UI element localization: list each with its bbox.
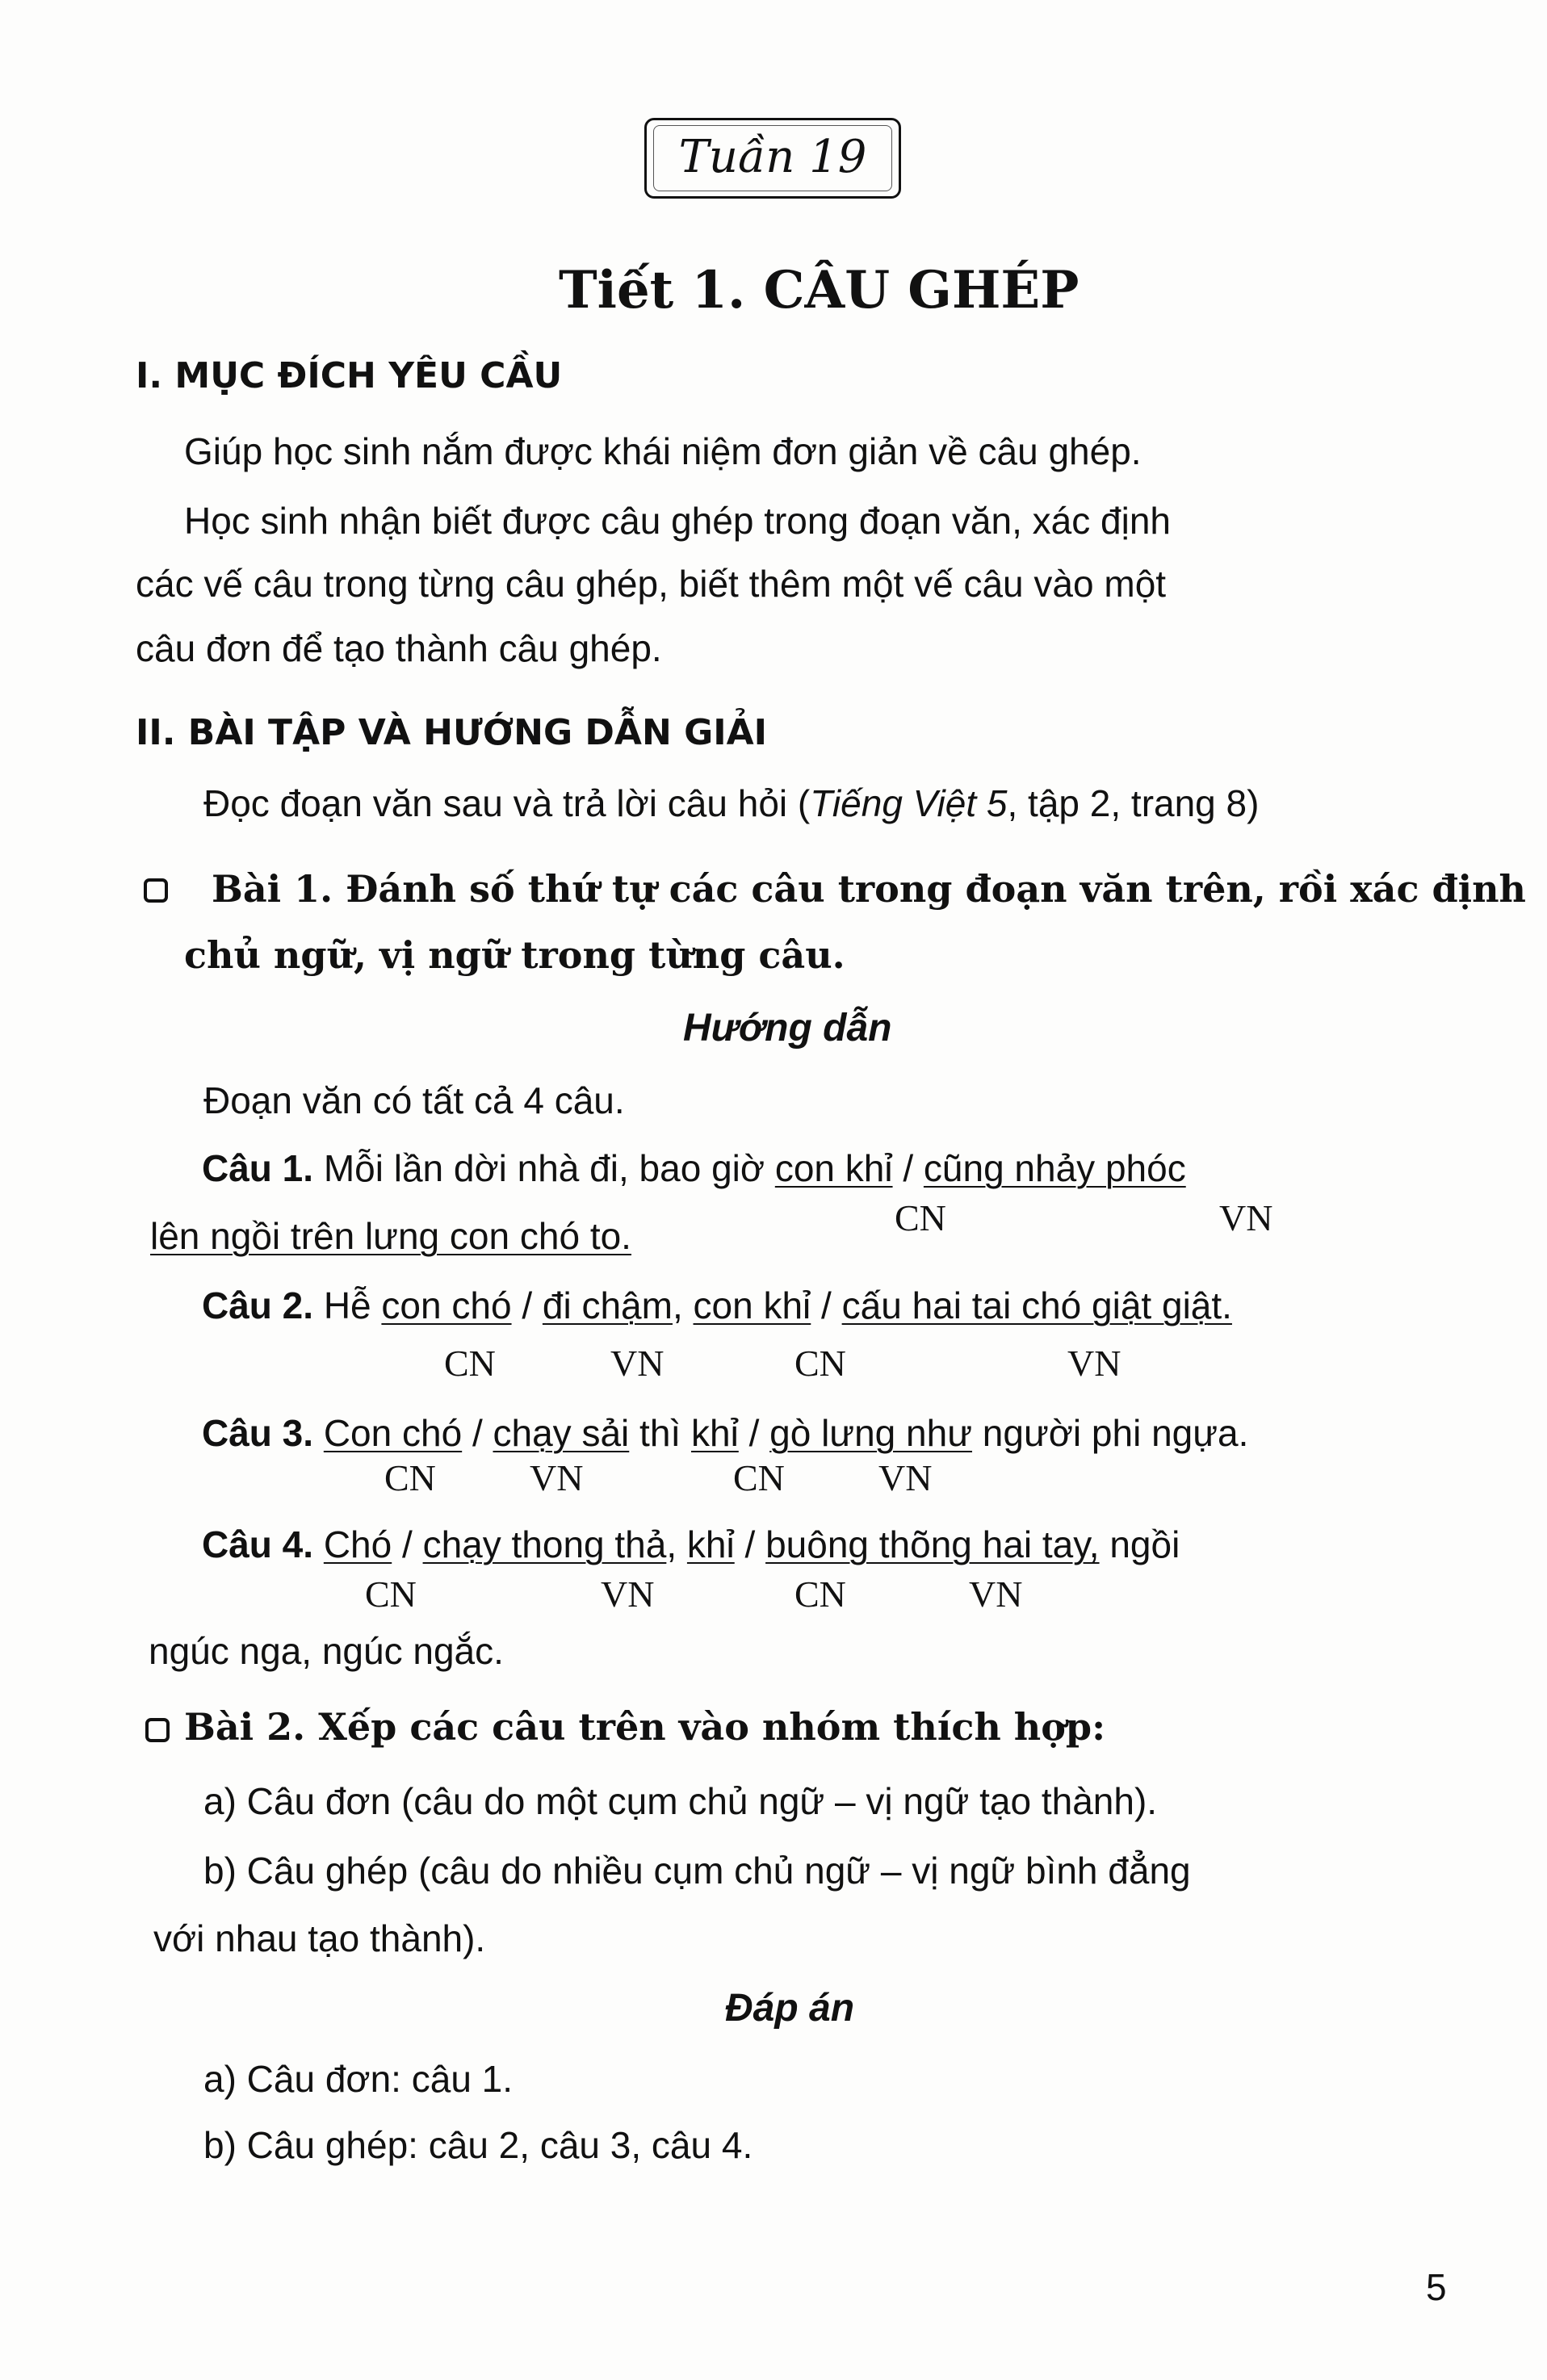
sentence-count: Đoạn văn có tất cả 4 câu.	[203, 1079, 625, 1121]
sentence-4	[202, 1523, 1180, 1565]
instruction-suffix: , tập 2, trang 8)	[1007, 782, 1260, 824]
sentence-3-connector: thì	[629, 1412, 691, 1454]
sentence-2	[202, 1284, 1232, 1326]
sentence-4-separator-1: /	[392, 1523, 423, 1565]
sentence-2-separator-2: /	[811, 1284, 842, 1326]
exercise-2-option-a: a) Câu đơn (câu do một cụm chủ ngữ – vị ngữ tạo thành).	[203, 1780, 1158, 1822]
sentence-2-comma: ,	[672, 1284, 694, 1326]
sentence-4-comma: ,	[666, 1523, 687, 1565]
sentence-3-predicate-1: chạy sải	[493, 1412, 630, 1454]
purpose-paragraph-2-line-1: Học sinh nhận biết được câu ghép trong đoạn văn, xác định	[184, 500, 1171, 542]
sentence-4-vn-tag-2: VN	[969, 1573, 1023, 1615]
purpose-paragraph-2-line-3: câu đơn để tạo thành câu ghép.	[136, 627, 662, 669]
sentence-3-cn-tag-1: CN	[384, 1457, 436, 1498]
sentence-2-subject-1: con chó	[381, 1284, 512, 1326]
sentence-2-predicate-2: cấu hai tai chó giật giật.	[841, 1284, 1232, 1326]
sentence-4-cn-tag-1: CN	[365, 1573, 417, 1615]
exercise-2-option-b-line-2: với nhau tạo thành).	[153, 1917, 486, 1959]
sentence-3-vn-tag-2: VN	[878, 1457, 933, 1498]
sentence-3	[202, 1414, 1248, 1452]
week-label: Tuần 19	[678, 131, 867, 183]
answer-a: a) Câu đơn: câu 1.	[203, 2058, 514, 2100]
answer-b: b) Câu ghép: câu 2, câu 3, câu 4.	[203, 2124, 753, 2166]
page-number: 5	[1426, 2266, 1447, 2308]
sentence-4-subject-1: Chó	[323, 1523, 392, 1565]
sentence-3-label: Câu 3.	[202, 1412, 314, 1454]
sentence-2-cn-tag-1: CN	[444, 1343, 496, 1384]
sentence-4-separator-2: /	[734, 1523, 766, 1565]
sentence-3-cn-tag-2: CN	[733, 1457, 785, 1498]
sentence-4-suffix: ngồi	[1099, 1523, 1180, 1565]
sentence-4-continuation: ngúc nga, ngúc ngắc.	[149, 1630, 504, 1672]
sentence-1-line-1	[202, 1147, 1186, 1189]
sentence-4-subject-2: khỉ	[686, 1523, 735, 1565]
sentence-3-predicate-2: gò lưng như	[769, 1412, 973, 1454]
sentence-2-predicate-1: đi chậm	[542, 1284, 673, 1326]
exercise-1-title-cont: chủ ngữ, vị ngữ trong từng câu.	[184, 933, 845, 977]
sentence-4-cn-tag-2: CN	[794, 1573, 846, 1615]
sentence-1-prefix: Mỗi lần dời nhà đi, bao giờ	[313, 1147, 775, 1189]
sentence-2-vn-tag-1: VN	[610, 1343, 664, 1384]
week-badge	[644, 118, 901, 199]
sentence-1-predicate-part-2: lên ngồi trên lưng con chó to.	[150, 1215, 631, 1257]
sentence-4-vn-tag-1: VN	[601, 1573, 655, 1615]
sentence-3-vn-tag-1: VN	[530, 1457, 584, 1498]
purpose-paragraph-1: Giúp học sinh nắm được khái niệm đơn giản về câu ghép.	[184, 430, 1142, 472]
sentence-1-separator: /	[892, 1147, 924, 1189]
sentence-2-prefix: Hễ	[313, 1284, 382, 1326]
sentence-3-subject-2: khỉ	[690, 1412, 739, 1454]
sentence-3-suffix: người phi ngựa.	[972, 1412, 1249, 1454]
sentence-4-predicate-1: chạy thong thả	[422, 1523, 667, 1565]
exercise-1-guide-heading: Hướng dẫn	[683, 1007, 892, 1050]
exercise-1-checkbox-icon	[144, 878, 168, 903]
sentence-2-separator-1: /	[511, 1284, 543, 1326]
lesson-title: Tiết 1. CÂU GHÉP	[559, 260, 1080, 321]
sentence-1-subject: con khỉ	[774, 1147, 893, 1189]
sentence-4-label: Câu 4.	[202, 1523, 314, 1565]
instruction-prefix: Đọc đoạn văn sau và trả lời câu hỏi (	[203, 782, 811, 824]
book-title: Tiếng Việt 5	[810, 782, 1008, 824]
exercise-2-option-b-line-1: b) Câu ghép (câu do nhiều cụm chủ ngữ – vị ngữ bình đẳng	[203, 1850, 1191, 1892]
section-heading-purpose: I. MỤC ĐÍCH YÊU CẦU	[136, 355, 563, 396]
sentence-2-cn-tag-2: CN	[794, 1343, 846, 1384]
reading-instruction	[203, 782, 1260, 824]
sentence-3-subject-1: Con chó	[323, 1412, 463, 1454]
purpose-paragraph-2-line-2: các vế câu trong từng câu ghép, biết thêm một vế câu vào một	[136, 563, 1167, 605]
sentence-1-cn-tag: CN	[895, 1197, 946, 1238]
sentence-2-vn-tag-2: VN	[1067, 1343, 1121, 1384]
answer-heading: Đáp án	[725, 1987, 855, 2030]
section-heading-exercises: II. BÀI TẬP VÀ HƯỚNG DẪN GIẢI	[136, 712, 768, 753]
sentence-1-predicate-part-1: cũng nhảy phóc	[923, 1147, 1186, 1189]
sentence-2-subject-2: con khỉ	[693, 1284, 811, 1326]
exercise-1-title: Bài 1. Đánh số thứ tự các câu trong đoạn văn trên, rồi xác định	[212, 867, 1526, 911]
sentence-3-separator-1: /	[462, 1412, 493, 1454]
sentence-1-line-2	[150, 1217, 631, 1255]
exercise-2-checkbox-icon	[145, 1718, 170, 1742]
sentence-4-predicate-2: buông thõng hai tay,	[765, 1523, 1100, 1565]
sentence-1-vn-tag: VN	[1219, 1197, 1273, 1238]
exercise-2-title: Bài 2. Xếp các câu trên vào nhóm thích hợp:	[184, 1705, 1106, 1749]
sentence-3-separator-2: /	[738, 1412, 770, 1454]
sentence-1-label: Câu 1.	[202, 1147, 314, 1189]
sentence-2-label: Câu 2.	[202, 1284, 314, 1326]
